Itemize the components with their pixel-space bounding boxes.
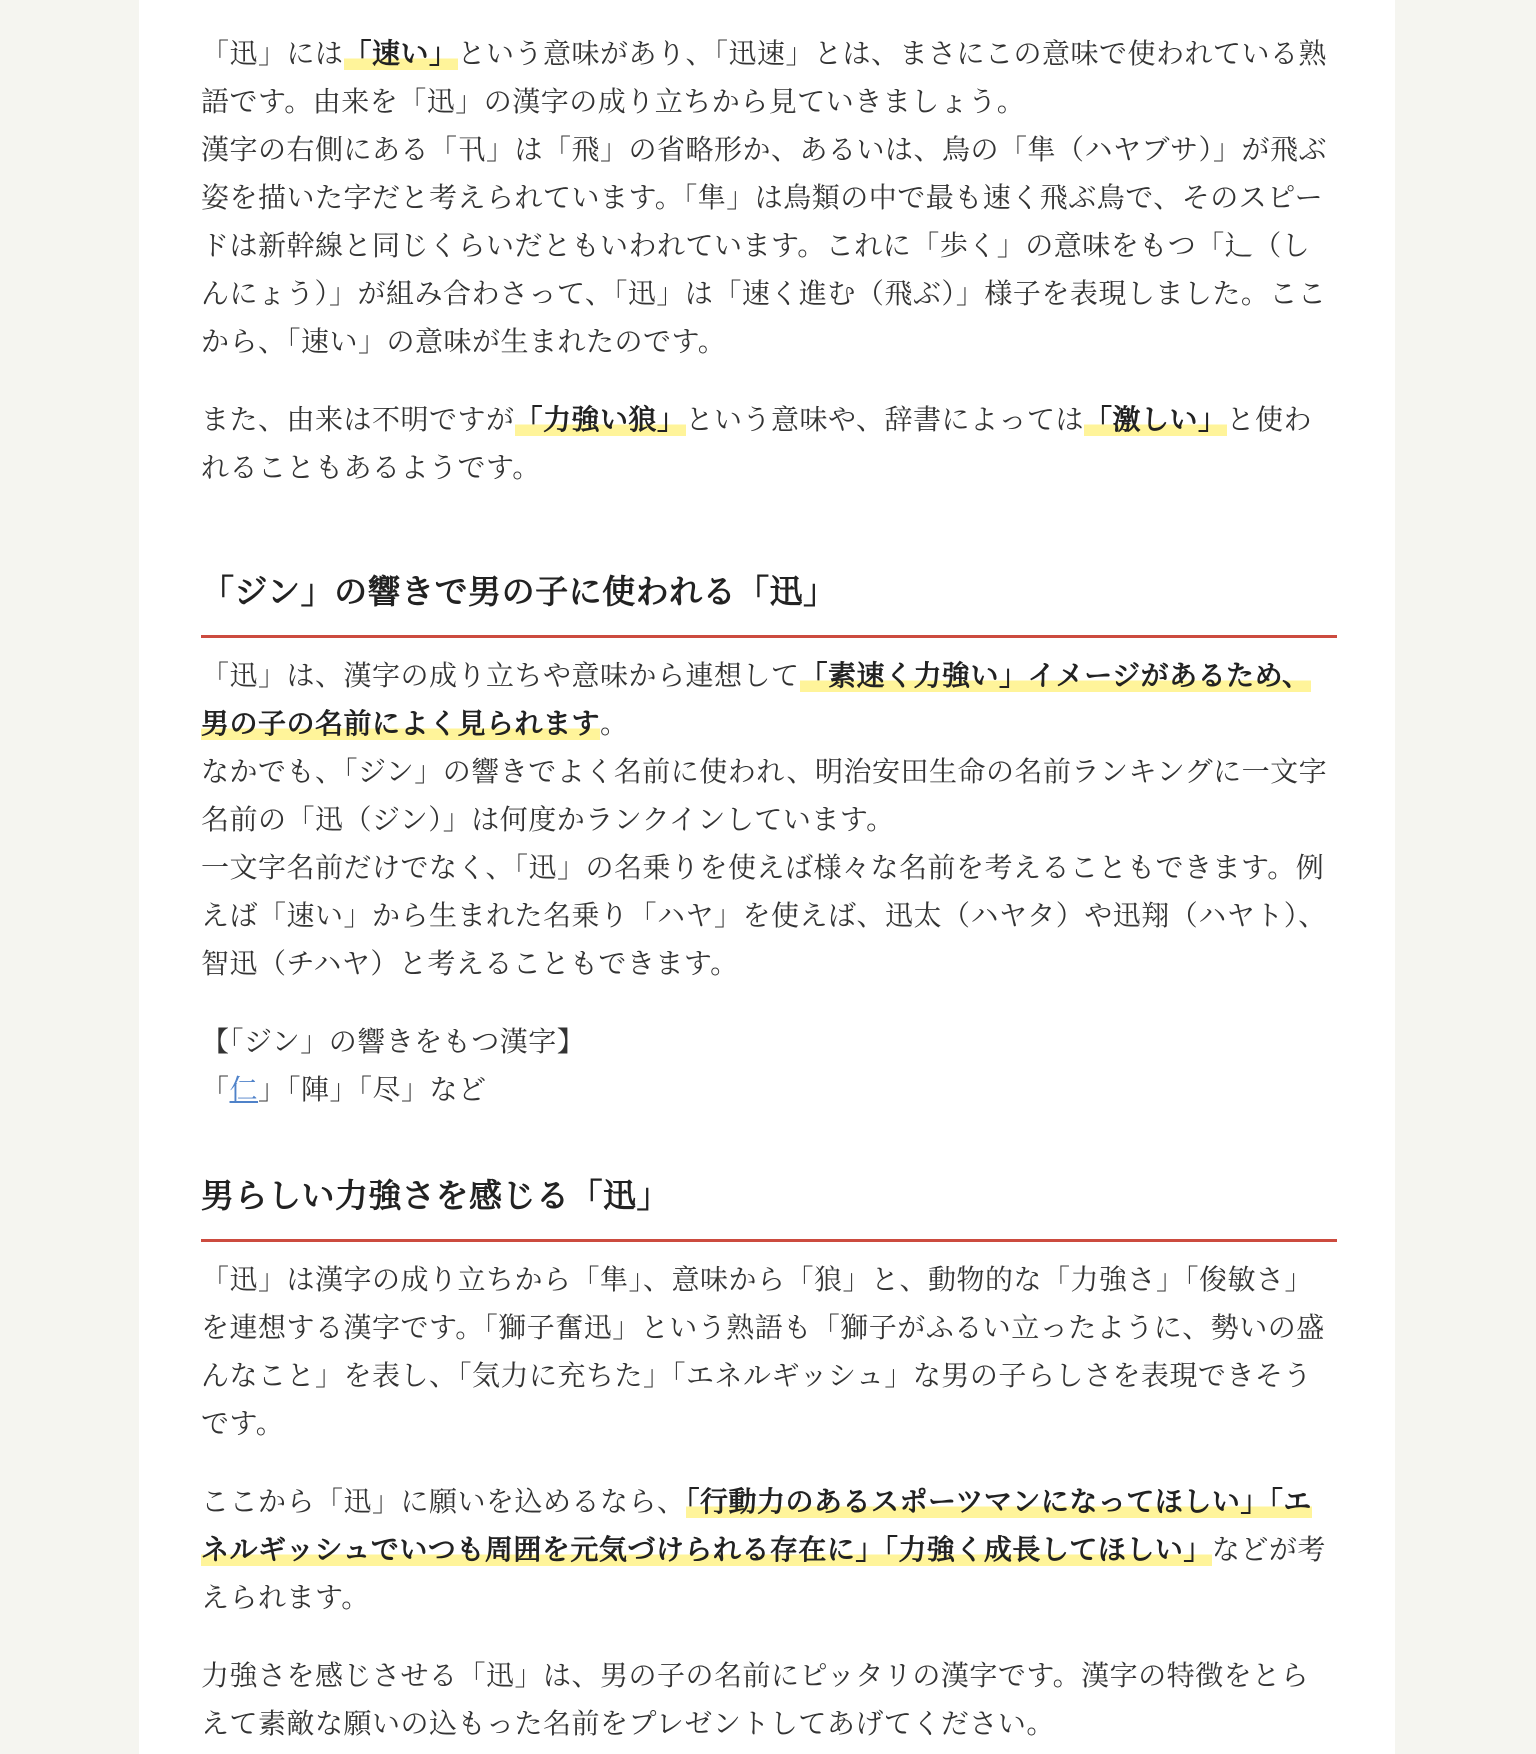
section2-paragraph-2 [201,1478,1337,1622]
section1-text-2: なかでも、「ジン」の響きでよく名前に使われ、明治安田生命の名前ランキングに一文字名前の「迅（ジン）」は何度かランクインしています。 [201,755,1328,836]
highlight-wishes: 「行動力のあるスポーツマンになってほしい」「エネルギッシュでいつも周囲を元気づけられる存在に」「力強く成長してほしい」 [201,1485,1312,1566]
section2-text-2: ここから「迅」に願いを込めるなら、「行動力のあるスポーツマンになってほしい」「エネルギッシュでいつも周囲を元気づけられる存在に」「力強く成長してほしい」などが考えられます。 [201,1485,1326,1614]
intro-text-3: また、由来は不明ですが「力強い狼」という意味や、辞書によっては「激しい」と使われることもあるようです。 [201,403,1313,484]
section2-text-3: 力強さを感じさせる「迅」は、男の子の名前にピッタリの漢字です。漢字の特徴をとらえて素敵な願いの込もった名前をプレゼントしてあげてください。 [201,1659,1310,1740]
intro-text-2: 漢字の右側にある「卂」は「飛」の省略形か、あるいは、鳥の「隼（ハヤブサ）」が飛ぶ姿を描いた字だと考えられています。「隼」は鳥類の中で最も速く飛ぶ鳥で、そのスピードは新幹線と同じくらいだともいわれています。これに「歩く」の意味をもつ「⻌（しんにょう）」が組み合わさって、「迅」は「速く進む（飛ぶ）」様子を表現しました。ここから、「速い」の意味が生まれたのです。 [201,133,1328,358]
section-heading-jin: 「ジン」の響きで男の子に使われる「迅」 [201,566,1337,638]
highlight-strong-wolf: 「力強い狼」 [514,403,686,436]
section2-paragraph-1 [201,1256,1337,1448]
section1-paragraph-2 [201,1018,1337,1114]
article-content [201,30,1337,1748]
section-heading-strength: 男らしい力強さを感じる「迅」 [201,1170,1337,1242]
section1-text-1: 「迅」は、漢字の成り立ちや意味から連想して「素速く力強い」イメージがあるため、男の子の名前によく見られます。 [201,659,1311,740]
section2-text-1: 「迅」は漢字の成り立ちから「隼」、意味から「狼」と、動物的な「力強さ」「俊敏さ」を連想する漢字です。「獅子奮迅」という熟語も「獅子がふるい立ったように、勢いの盛んなこと」を表し、「気力に充ちた」「エネルギッシュ」な男の子らしさを表現できそうです。 [201,1263,1325,1440]
intro-text-1: 「迅」には「速い」という意味があり、「迅速」とは、まさにこの意味で使われている熟語です。由来を「迅」の漢字の成り立ちから見ていきましょう。 [201,37,1328,118]
intro-paragraph-1 [201,30,1337,366]
kanji-link-jin[interactable]: 仁 [229,1073,259,1106]
kanji-list: 「仁」「陣」「尽」など [201,1073,487,1106]
highlight-fast: 「速い」 [343,37,458,70]
highlight-intense: 「激しい」 [1083,403,1227,436]
intro-paragraph-2 [201,396,1337,492]
article-page [139,0,1395,1754]
section1-paragraph-1 [201,652,1337,988]
kanji-list-title: 【「ジン」の響きをもつ漢字】 [201,1025,586,1058]
section2-paragraph-3 [201,1652,1337,1748]
section1-text-3: 一文字名前だけでなく、「迅」の名乗りを使えば様々な名前を考えることもできます。例えば「速い」から生まれた名乗り「ハヤ」を使えば、迅太（ハヤタ）や迅翔（ハヤト）、智迅（チハヤ）と考えることもできます。 [201,851,1327,980]
highlight-swift-strong: 「素速く力強い」イメージがあるため、男の子の名前によく見られます [201,659,1311,740]
